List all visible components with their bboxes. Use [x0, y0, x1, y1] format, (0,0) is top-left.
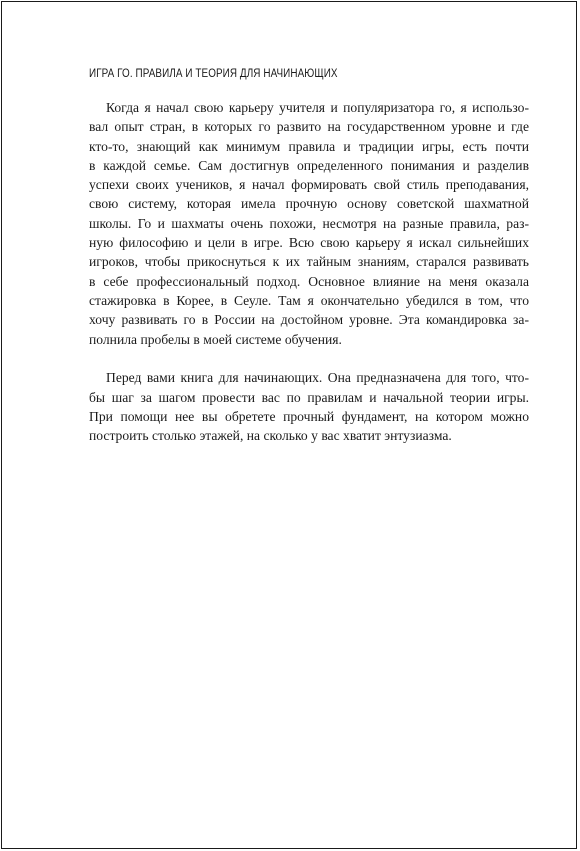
paragraph-2	[89, 368, 529, 445]
text-line: вал опыт стран, в которых го развито на государственном уровне и где	[89, 119, 529, 135]
text-line: в каждой семье. Сам достигнув определенного понимания и разделив	[89, 157, 529, 173]
text-line: стажировка в Корее, в Сеуле. Там я окончательно убедился в том, что	[89, 292, 529, 308]
text-line: кто-то, знающий как минимум правила и традиции игры, есть почти	[89, 138, 529, 154]
paragraph-1	[89, 98, 529, 349]
text-line: свою систему, которая имела прочную основу советской шахматной	[89, 196, 529, 212]
text-line: Перед вами книга для начинающих. Она предназначена для того, что-	[106, 370, 529, 386]
text-line: Когда я начал свою карьеру учителя и популяризатора го, я использо-	[106, 100, 529, 115]
book-page	[1, 1, 577, 849]
text-line: построить столько этажей, на сколько у вас хватит энтузиазма.	[89, 428, 452, 444]
text-line: полнила пробелы в моей системе обучения.	[89, 331, 342, 347]
text-line: ную философию и цели в игре. Всю свою карьеру я искал сильнейших	[89, 235, 529, 251]
body-text	[89, 98, 529, 465]
text-line: успехи своих учеников, я начал формировать свой стиль преподавания,	[89, 177, 529, 193]
text-line: бы шаг за шагом провести вас по правилам и начальной теории игры.	[89, 389, 529, 405]
text-line: школы. Го и шахматы очень похожи, несмотря на разные правила, раз-	[89, 215, 529, 231]
text-line: в себе профессиональный подход. Основное влияние на меня оказала	[89, 273, 529, 289]
running-head: ИГРА ГО. ПРАВИЛА И ТЕОРИЯ ДЛЯ НАЧИНАЮЩИХ	[89, 68, 338, 80]
text-line: хочу развивать го в России на достойном уровне. Эта командировка за-	[89, 312, 529, 328]
text-line: При помощи нее вы обретете прочный фундамент, на котором можно	[89, 408, 529, 424]
text-line: игроков, чтобы прикоснуться к их тайным знаниям, старался развивать	[89, 254, 529, 270]
